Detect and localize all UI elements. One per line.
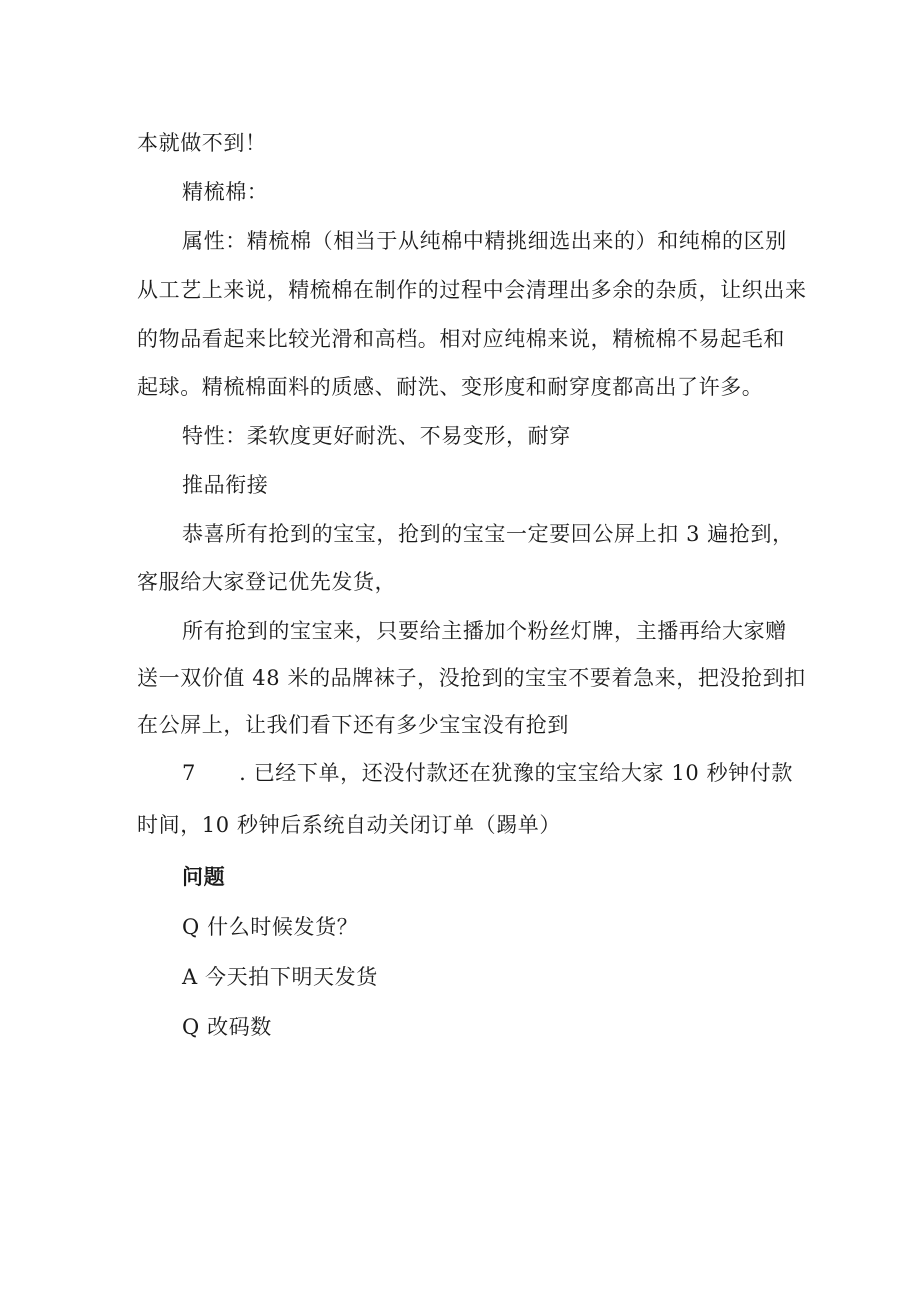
text-line: 在公屏上，让我们看下还有多少宝宝没有抢到 xyxy=(137,713,569,737)
faq-answer: A 今天拍下明天发货 xyxy=(182,965,378,989)
text-line: 的物品看起来比较光滑和高档。相对应纯棉来说，精梳棉不易起毛和 xyxy=(137,327,785,351)
text-line: 起球。精梳棉面料的质感、耐洗、变形度和耐穿度都高出了许多。 xyxy=(137,375,764,399)
faq-question: Q 改码数 xyxy=(182,1015,272,1039)
text-line: 属性：精梳棉（相当于从纯棉中精挑细选出来的）和纯棉的区别 xyxy=(182,229,787,253)
text-line: 送一双价值 48 米的品牌袜子，没抢到的宝宝不要着急来，把没抢到扣 xyxy=(137,666,806,690)
text-line: 本就做不到！ xyxy=(137,131,267,155)
text-line: 客服给大家登记优先发货， xyxy=(137,570,397,594)
text-line: 恭喜所有抢到的宝宝，抢到的宝宝一定要回公屏上扣 3 遍抢到， xyxy=(182,522,794,546)
section-heading: 推品衔接 xyxy=(182,473,269,497)
text-line: 从工艺上来说，精梳棉在制作的过程中会清理出多余的杂质，让织出来 xyxy=(137,278,807,302)
section-heading: 精梳棉： xyxy=(182,180,269,204)
faq-question: Q 什么时候发货？ xyxy=(182,915,359,939)
text-line: 特性：柔软度更好耐洗、不易变形，耐穿 xyxy=(182,424,571,448)
numbered-item: 7 . 已经下单，还没付款还在犹豫的宝宝给大家 10 秒钟付款 xyxy=(182,761,793,785)
text-line: 时间，10 秒钟后系统自动关闭订单（踢单） xyxy=(137,813,561,837)
text-line: 所有抢到的宝宝来，只要给主播加个粉丝灯牌，主播再给大家赠 xyxy=(182,619,787,643)
section-heading: 问题 xyxy=(182,864,226,889)
